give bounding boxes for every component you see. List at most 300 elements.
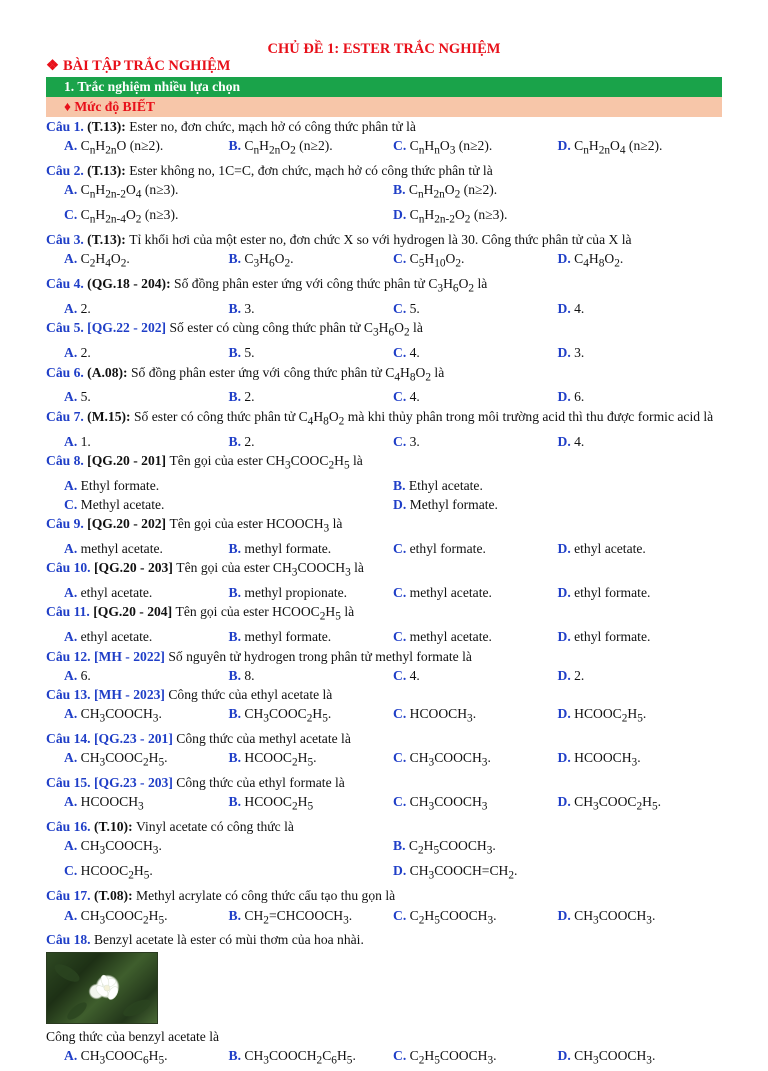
options-row (46, 906, 722, 931)
option-letter: B. (228, 541, 245, 557)
options-row (46, 299, 722, 318)
answer-option[interactable] (558, 387, 585, 406)
question-source: [QG.20 - 204] (93, 604, 176, 620)
option-letter: B. (228, 301, 245, 317)
option-text: $HCOOC_2H_5$. (244, 750, 317, 769)
option-letter: A. (64, 750, 81, 766)
option-letter: B. (228, 629, 245, 645)
option-letter: B. (228, 794, 245, 810)
answer-option[interactable] (229, 666, 394, 685)
question-stem (46, 407, 722, 432)
answer-option[interactable] (229, 249, 394, 274)
answer-option[interactable] (64, 205, 393, 230)
option-text: ethyl acetate. (80, 629, 153, 645)
option-text: methyl formate. (244, 629, 332, 645)
options-row (46, 432, 722, 451)
answer-option[interactable] (64, 387, 229, 406)
option-text: $C_nH_{2n}O_2$ (n≥2). (244, 138, 333, 157)
answer-option[interactable] (393, 906, 558, 931)
option-text: $C_2H_5COOCH_3$. (409, 907, 497, 927)
option-letter: B. (228, 706, 245, 722)
option-text: $CH_3COOCH_3$. (574, 907, 656, 927)
answer-option[interactable] (393, 343, 558, 362)
question-text: Số đồng phân ester ứng với công thức phân tử $C_3H_6O_2$ là (174, 276, 488, 296)
question-stem (46, 274, 722, 299)
answer-option[interactable] (393, 704, 558, 729)
question-number: Câu 14. (46, 731, 94, 747)
answer-option[interactable] (229, 432, 394, 451)
option-text: $HCOOC_2H_5$. (80, 863, 153, 883)
question-number: Câu 7. (46, 408, 88, 424)
question-source: (A.08): (87, 364, 131, 380)
option-letter: C. (393, 585, 410, 601)
option-text: 2. (80, 301, 91, 317)
option-letter: D. (557, 907, 575, 923)
option-text: $C_2H_4O_2$. (80, 251, 130, 271)
answer-option[interactable] (393, 792, 558, 817)
answer-option[interactable] (558, 249, 624, 274)
option-text: 4. (409, 667, 420, 683)
option-letter: C. (64, 863, 81, 879)
answer-option[interactable] (558, 1046, 656, 1071)
option-letter: C. (393, 433, 410, 449)
answer-option[interactable] (393, 180, 722, 205)
option-text: methyl acetate. (409, 585, 492, 601)
option-letter: D. (557, 345, 575, 361)
question-source: [QG.20 - 203] (93, 560, 177, 576)
option-text: 5. (409, 301, 420, 317)
document (46, 40, 722, 1071)
answer-option[interactable] (393, 539, 558, 558)
answer-option[interactable] (229, 299, 394, 318)
option-letter: B. (228, 585, 245, 601)
option-text: $HCOOCH_3$ (80, 794, 144, 814)
option-letter: D. (393, 863, 410, 879)
question-text-continued: Công thức của benzyl acetate là (46, 1028, 220, 1044)
question-source: [MH - 2022] (93, 648, 169, 664)
question-source: [QG.22 - 202] (87, 320, 170, 336)
question-number: Câu 2. (46, 163, 88, 179)
option-text: 1. (80, 433, 91, 449)
options-row (46, 836, 722, 861)
question-text: Ester không no, 1C=C, đơn chức, mạch hở có công thức phân tử là (129, 163, 493, 179)
answer-option[interactable] (558, 432, 585, 451)
option-text: Ethyl acetate. (408, 477, 483, 493)
option-letter: C. (393, 629, 410, 645)
question-stem (46, 886, 722, 905)
option-letter: C. (393, 541, 410, 557)
question-source: (T.13): (87, 119, 130, 134)
option-letter: C. (393, 389, 410, 405)
page-title: CHỦ ĐỀ 1: ESTER TRẮC NGHIỆM (267, 41, 501, 57)
question-text: Methyl acrylate có công thức cấu tạo thu gọn là (136, 888, 396, 904)
option-letter: A. (64, 541, 81, 557)
answer-option[interactable] (393, 861, 722, 886)
option-text: 2. (80, 345, 91, 361)
options-row (46, 249, 722, 274)
question-number: Câu 13. (46, 686, 94, 702)
option-letter: C. (393, 345, 410, 361)
question-stem (46, 647, 722, 666)
option-text: 4. (409, 389, 420, 405)
question-text: Công thức của ethyl formate là (176, 775, 345, 791)
question-source: [QG.20 - 202] (87, 516, 170, 532)
question-number: Câu 1. (46, 119, 88, 134)
option-letter: A. (64, 1047, 81, 1063)
option-text: ethyl formate. (574, 585, 651, 601)
option-letter: D. (557, 301, 575, 317)
option-text: $CH_3COOCH_3$. (409, 750, 491, 769)
option-text: $C_nH_{2n}O_2$ (n≥2). (408, 182, 498, 202)
question-source: [QG.23 - 203] (93, 775, 177, 791)
level-bar: ♦ Mức độ BIẾT (46, 97, 722, 117)
option-text: $HCOOC_2H_5$. (574, 706, 647, 725)
option-letter: A. (64, 838, 81, 854)
option-text: $C_nH_nO_3$ (n≥2). (409, 138, 493, 157)
question-stem (46, 817, 722, 836)
question-text: Công thức của methyl acetate là (176, 731, 351, 747)
option-text: 4. (409, 345, 420, 361)
option-text: $C_nH_{2n-2}O_2$ (n≥3). (409, 207, 508, 226)
option-text: 6. (574, 389, 585, 405)
answer-option[interactable] (558, 343, 585, 362)
question-source: (T.08): (93, 888, 136, 904)
option-letter: B. (228, 389, 245, 405)
option-letter: C. (64, 207, 81, 223)
option-text: Methyl formate. (409, 496, 498, 512)
question-source: (T.13): (87, 232, 130, 248)
option-letter: D. (557, 667, 575, 683)
option-letter: D. (557, 389, 575, 405)
question-stem (46, 602, 722, 627)
option-text: 5. (244, 345, 255, 361)
option-text: $C_nH_{2n-2}O_4$ (n≥3). (80, 182, 179, 202)
question-number: Câu 18. (46, 932, 94, 948)
option-text: 6. (80, 667, 91, 683)
question-text: Công thức của ethyl acetate là (168, 686, 333, 702)
option-text: $HCOOC_2H_5$ (244, 794, 314, 814)
option-letter: A. (64, 667, 81, 683)
option-text: $CH_3COOC_6H_5$. (80, 1047, 168, 1067)
option-text: $C_nH_{2n}O_4$ (n≥2). (574, 138, 663, 157)
question-stem (46, 773, 722, 792)
answer-option[interactable] (558, 704, 647, 729)
option-text: $CH_3COOCH_3$. (574, 1047, 656, 1067)
answer-option[interactable] (558, 627, 651, 646)
options-row (46, 583, 722, 602)
option-letter: C. (393, 706, 410, 722)
question-stem (46, 451, 722, 476)
answer-option[interactable] (393, 1046, 558, 1071)
option-letter: B. (393, 477, 409, 493)
option-text: $CH_3COOC_2H_5$. (80, 907, 168, 927)
answer-option[interactable] (393, 387, 558, 406)
question-list (46, 117, 722, 1071)
option-letter: B. (228, 1047, 245, 1063)
answer-option[interactable] (64, 495, 393, 514)
option-text: 2. (574, 667, 585, 683)
option-text: $HCOOCH_3$. (409, 706, 477, 725)
answer-option[interactable] (64, 249, 229, 274)
answer-option[interactable] (558, 906, 656, 931)
option-text: 2. (244, 433, 255, 449)
answer-option[interactable] (229, 387, 394, 406)
answer-option[interactable] (64, 476, 393, 495)
option-letter: C. (393, 794, 410, 810)
option-letter: C. (393, 138, 410, 154)
answer-option[interactable] (558, 748, 641, 773)
question-text: Số ester có công thức phân tử $C_4H_8O_2$ mà khi thủy phân trong môi trường acid thì thu được formic acid là (133, 408, 714, 428)
question-stem (46, 318, 722, 343)
question-stem (46, 161, 722, 180)
option-letter: B. (393, 182, 409, 198)
options-row (46, 136, 722, 161)
question-text: Tên gọi của ester $CH_3COOC_2H_5$ là (169, 452, 363, 472)
option-letter: C. (393, 750, 410, 766)
option-letter: D. (393, 496, 410, 512)
answer-option[interactable] (229, 748, 394, 773)
question-text: Vinyl acetate có công thức là (136, 819, 294, 835)
option-text: ethyl formate. (409, 541, 486, 557)
question-text: Benzyl acetate là ester có mùi thơm của hoa nhài. (93, 932, 364, 948)
answer-option[interactable] (229, 136, 394, 161)
option-letter: B. (228, 907, 245, 923)
answer-option[interactable] (558, 539, 646, 558)
option-letter: D. (557, 251, 575, 267)
section-heading-text: BÀI TẬP TRẮC NGHIỆM (63, 58, 231, 74)
option-text: $C_2H_5COOCH_3$. (409, 1047, 497, 1067)
question-stem (46, 230, 722, 249)
answer-option[interactable] (229, 906, 394, 931)
answer-option[interactable] (393, 432, 558, 451)
option-text: $C_4H_8O_2$. (574, 251, 624, 271)
question-number: Câu 9. (46, 516, 88, 532)
options-row (46, 861, 722, 886)
question-text: Tỉ khối hơi của một ester no, đơn chức X so với hydrogen là 30. Công thức phân tử của X là (129, 232, 632, 248)
option-letter: C. (393, 1047, 410, 1063)
question-text: Tên gọi của ester $HCOOCH_3$ là (169, 516, 343, 535)
option-letter: D. (557, 794, 575, 810)
answer-option[interactable] (393, 476, 722, 495)
option-letter: D. (557, 629, 575, 645)
option-text: ethyl formate. (574, 629, 651, 645)
answer-option[interactable] (64, 432, 229, 451)
option-text: 3. (409, 433, 420, 449)
question-number: Câu 5. (46, 320, 88, 336)
question-text: Tên gọi của ester $CH_3COOCH_3$ là (176, 560, 364, 579)
question-stem (46, 729, 722, 748)
answer-option[interactable] (393, 299, 558, 318)
option-text: ethyl acetate. (574, 541, 646, 557)
answer-option[interactable] (64, 583, 229, 602)
options-row (46, 387, 722, 406)
options-row (46, 539, 722, 558)
question-number: Câu 12. (46, 648, 94, 664)
option-letter: A. (64, 389, 81, 405)
option-letter: A. (64, 477, 81, 493)
answer-option[interactable] (229, 343, 394, 362)
answer-option[interactable] (393, 748, 558, 773)
answer-option[interactable] (229, 539, 394, 558)
answer-option[interactable] (229, 792, 394, 817)
question-stem (46, 685, 722, 704)
option-letter: A. (64, 629, 81, 645)
question-number: Câu 11. (46, 604, 94, 620)
answer-option[interactable] (229, 704, 394, 729)
option-letter: A. (64, 301, 81, 317)
option-letter: A. (64, 138, 81, 154)
question-stem (46, 117, 722, 136)
option-text: methyl acetate. (409, 629, 492, 645)
answer-option[interactable] (393, 136, 558, 161)
option-letter: D. (557, 706, 575, 722)
answer-option[interactable] (558, 136, 663, 161)
question-source: (T.10): (93, 819, 136, 835)
jasmine-flower-photo (46, 952, 158, 1024)
option-letter: A. (64, 345, 81, 361)
options-row (46, 792, 722, 817)
option-text: methyl acetate. (80, 541, 163, 557)
option-text: methyl propionate. (244, 585, 348, 601)
option-text: $CH_2=CHCOOCH_3$. (244, 907, 353, 927)
answer-option[interactable] (64, 666, 229, 685)
options-row (46, 748, 722, 773)
answer-option[interactable] (64, 748, 229, 773)
option-letter: B. (228, 750, 245, 766)
option-text: 8. (244, 667, 255, 683)
answer-option[interactable] (229, 583, 394, 602)
option-letter: D. (557, 541, 575, 557)
question-stem (46, 930, 722, 949)
answer-option[interactable] (64, 906, 229, 931)
options-row (46, 476, 722, 495)
option-text: $CH_3COOCH_3$. (80, 838, 162, 858)
option-text: 5. (80, 389, 91, 405)
option-letter: B. (228, 345, 245, 361)
option-letter: A. (64, 585, 81, 601)
section-heading (46, 58, 722, 76)
option-text: 4. (574, 433, 585, 449)
question-text: Số nguyên tử hydrogen trong phân tử methyl formate là (168, 648, 472, 664)
options-row (46, 704, 722, 729)
question-source: [QG.23 - 201] (93, 731, 177, 747)
option-text: 4. (574, 301, 585, 317)
option-text: $CH_3COOC_2H_5$. (80, 750, 168, 769)
option-text: 3. (574, 345, 585, 361)
option-text: Ethyl formate. (80, 477, 160, 493)
option-letter: C. (393, 907, 410, 923)
options-row (46, 627, 722, 646)
answer-option[interactable] (64, 704, 229, 729)
option-letter: A. (64, 182, 81, 198)
option-letter: A. (64, 907, 81, 923)
option-letter: C. (64, 496, 81, 512)
answer-option[interactable] (64, 861, 393, 886)
option-letter: B. (228, 251, 245, 267)
diamond-bullet-icon: ❖ (46, 58, 59, 74)
option-text: $C_3H_6O_2$. (244, 251, 294, 271)
answer-option[interactable] (64, 836, 393, 861)
option-text: Methyl acetate. (80, 496, 165, 512)
answer-option[interactable] (64, 1046, 229, 1071)
question-source: [MH - 2023] (93, 686, 169, 702)
answer-option[interactable] (64, 180, 393, 205)
answer-option[interactable] (393, 627, 558, 646)
answer-option[interactable] (558, 792, 662, 817)
options-row (46, 495, 722, 514)
question-source: (M.15): (87, 408, 134, 424)
answer-option[interactable] (64, 792, 229, 817)
option-letter: D. (557, 433, 575, 449)
question-number: Câu 6. (46, 364, 88, 380)
option-letter: A. (64, 794, 81, 810)
answer-option[interactable] (393, 495, 722, 514)
options-row (46, 1046, 722, 1071)
option-text: $CH_3COOC_2H_5$. (244, 706, 332, 725)
question-number: Câu 15. (46, 775, 94, 791)
option-text: $CH_3COOC_2H_5$. (574, 794, 662, 814)
option-letter: B. (228, 138, 245, 154)
option-letter: D. (557, 138, 575, 154)
question-source: (QG.18 - 204): (87, 276, 175, 292)
option-letter: D. (557, 585, 575, 601)
option-text: $C_nH_{2n}O$ (n≥2). (80, 138, 164, 157)
option-text: $CH_3COOCH_3$ (409, 794, 488, 814)
option-letter: B. (228, 667, 245, 683)
question-number: Câu 8. (46, 452, 88, 468)
option-letter: A. (64, 433, 81, 449)
answer-option[interactable] (229, 1046, 394, 1071)
option-letter: D. (557, 750, 575, 766)
question-stem (46, 514, 722, 539)
answer-option[interactable] (558, 299, 585, 318)
answer-option[interactable] (64, 539, 229, 558)
option-text: methyl formate. (244, 541, 332, 557)
question-text: Số đồng phân ester ứng với công thức phân tử $C_4H_8O_2$ là (130, 364, 445, 384)
option-text: $C_nH_{2n-4}O_2$ (n≥3). (80, 207, 179, 226)
answer-option[interactable] (393, 583, 558, 602)
question-number: Câu 16. (46, 819, 94, 835)
answer-option[interactable] (64, 136, 229, 161)
answer-option[interactable] (229, 627, 394, 646)
option-letter: B. (228, 433, 245, 449)
answer-option[interactable] (558, 666, 585, 685)
option-text: $C_5H_{10}O_2$. (409, 251, 465, 271)
answer-option[interactable] (393, 249, 558, 274)
answer-option[interactable] (393, 836, 722, 861)
answer-option[interactable] (558, 583, 651, 602)
answer-option[interactable] (64, 343, 229, 362)
option-letter: A. (64, 251, 81, 267)
answer-option[interactable] (393, 205, 722, 230)
option-text: $CH_3COOCH=CH_2$. (409, 863, 518, 883)
question-text: Ester no, đơn chức, mạch hở có công thức phân tử là (129, 119, 416, 134)
answer-option[interactable] (393, 666, 558, 685)
option-text: 2. (244, 389, 255, 405)
option-text: $CH_3COOCH_2C_6H_5$. (244, 1047, 356, 1067)
question-source: (T.13): (87, 163, 130, 179)
option-letter: D. (557, 1047, 575, 1063)
option-letter: C. (393, 301, 410, 317)
option-letter: C. (393, 667, 410, 683)
answer-option[interactable] (64, 299, 229, 318)
question-source: [QG.20 - 201] (87, 452, 170, 468)
answer-option[interactable] (64, 627, 229, 646)
option-letter: B. (393, 838, 409, 854)
question-number: Câu 17. (46, 888, 94, 904)
question-number: Câu 3. (46, 232, 88, 248)
option-text: $HCOOCH_3$. (574, 750, 641, 769)
